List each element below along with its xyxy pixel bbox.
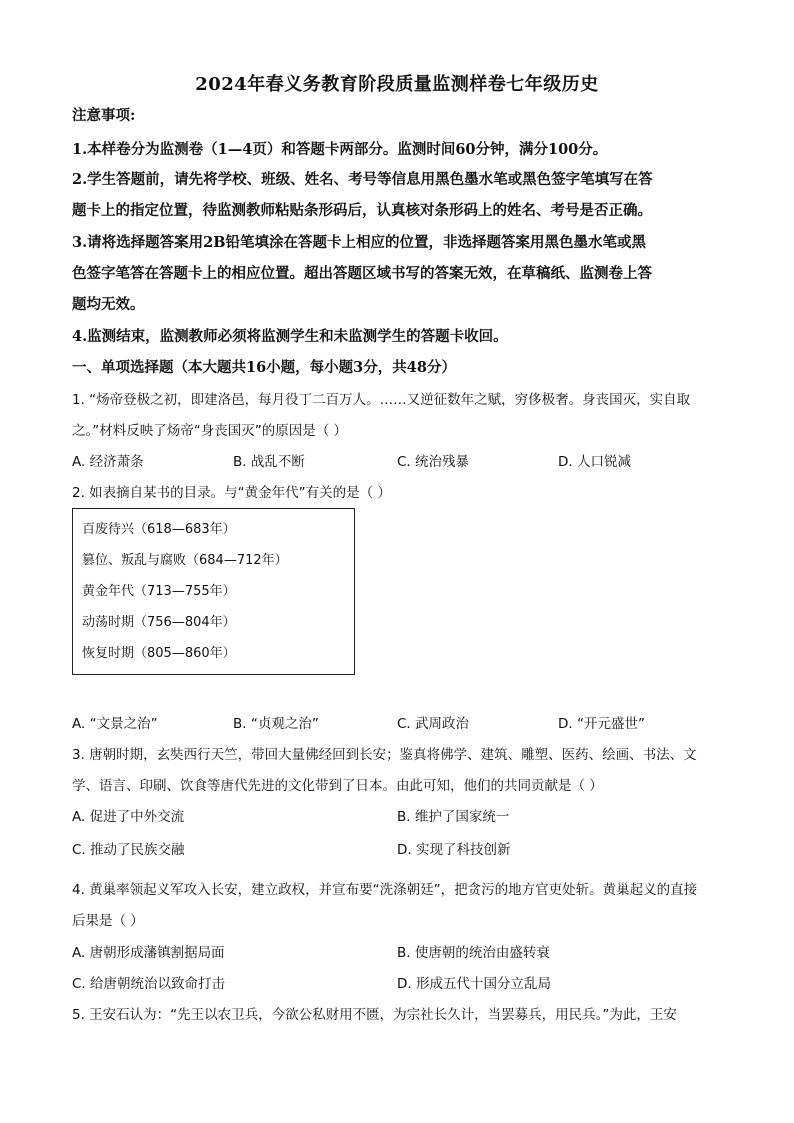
- contents-row: 黄金年代（713—755年）: [82, 584, 236, 599]
- question-4-text: 4. 黄巢率领起义军攻入长安，建立政权，并宣布要“洗涤朝廷”，把贪污的地方官吏处斩。黄巢起义的直接: [72, 882, 698, 898]
- question-4-option-a: A. 唐朝形成藩镇割据局面: [72, 945, 225, 961]
- question-1-option-a: A. 经济萧条: [72, 454, 144, 470]
- contents-row: 恢复时期（805—860年）: [82, 646, 236, 661]
- question-3-option-b: B. 维护了国家统一: [397, 809, 510, 825]
- notice-line: 4.监测结束，监测教师必须将监测学生和未监测学生的答题卡收回。: [72, 328, 508, 345]
- question-3-text: 学、语言、印刷、饮食等唐代先进的文化带到了日本。由此可知，他们的共同贡献是（ ）: [72, 778, 603, 794]
- question-2-text: 2. 如表摘自某书的目录。与“黄金年代”有关的是（ ）: [72, 485, 391, 501]
- question-4-option-b: B. 使唐朝的统治由盛转衰: [397, 945, 550, 961]
- question-3-option-c: C. 推动了民族交融: [72, 842, 185, 858]
- question-3-option-d: D. 实现了科技创新: [397, 842, 511, 858]
- question-2-option-a: A. “文景之治”: [72, 716, 158, 732]
- contents-row: 动荡时期（756—804年）: [82, 615, 236, 630]
- notice-line: 题均无效。: [72, 296, 145, 313]
- contents-table: [72, 508, 355, 675]
- question-2-option-b: B. “贞观之治”: [233, 716, 319, 732]
- question-1-option-b: B. 战乱不断: [233, 454, 305, 470]
- section-heading: 一、单项选择题（本大题共16小题，每小题3分，共48分）: [72, 359, 456, 376]
- question-1-text: 之。”材料反映了炀帝“身丧国灭”的原因是（ ）: [72, 423, 348, 439]
- notice-line: 2.学生答题前，请先将学校、班级、姓名、考号等信息用黑色墨水笔或黑色签字笔填写在答: [72, 171, 653, 188]
- notice-line: 色签字笔答在答题卡上的相应位置。超出答题区域书写的答案无效，在草稿纸、监测卷上答: [72, 265, 652, 282]
- question-1-option-c: C. 统治残暴: [397, 454, 470, 470]
- question-5-text: 5. 王安石认为：“先王以农卫兵，今欲公私财用不匮，为宗社长久计，当罢募兵，用民兵。”为此，王安: [72, 1007, 677, 1023]
- question-3-text: 3. 唐朝时期，玄奘西行天竺，带回大量佛经回到长安；鉴真将佛学、建筑、雕塑、医药、绘画、书法、文: [72, 747, 697, 763]
- question-2-option-d: D. “开元盛世”: [558, 716, 645, 732]
- question-3-option-a: A. 促进了中外交流: [72, 809, 185, 825]
- question-1-text: 1. “炀帝登极之初，即建洛邑，每月役丁二百万人。……又逆征数年之赋，穷侈极奢。身丧国灭，实自取: [72, 392, 691, 408]
- question-1-option-d: D. 人口锐减: [558, 454, 631, 470]
- page-title: 2024年春义务教育阶段质量监测样卷七年级历史: [195, 74, 599, 95]
- question-2-option-c: C. 武周政治: [397, 716, 470, 732]
- notice-heading: 注意事项:: [72, 107, 136, 124]
- contents-row: 百废待兴（618—683年）: [82, 522, 236, 537]
- question-4-option-d: D. 形成五代十国分立乱局: [397, 976, 551, 992]
- question-4-text: 后果是（ ）: [72, 913, 144, 929]
- notice-line: 题卡上的指定位置，待监测教师粘贴条形码后，认真核对条形码上的姓名、考号是否正确。: [72, 202, 652, 219]
- notice-line: 3.请将选择题答案用2B铅笔填涂在答题卡上相应的位置，非选择题答案用黑色墨水笔或黑: [72, 234, 646, 251]
- notice-line: 1.本样卷分为监测卷（1—4页）和答题卡两部分。监测时间60分钟，满分100分。: [72, 141, 608, 158]
- contents-row: 篡位、叛乱与腐败（684—712年）: [82, 553, 288, 568]
- question-4-option-c: C. 给唐朝统治以致命打击: [72, 976, 226, 992]
